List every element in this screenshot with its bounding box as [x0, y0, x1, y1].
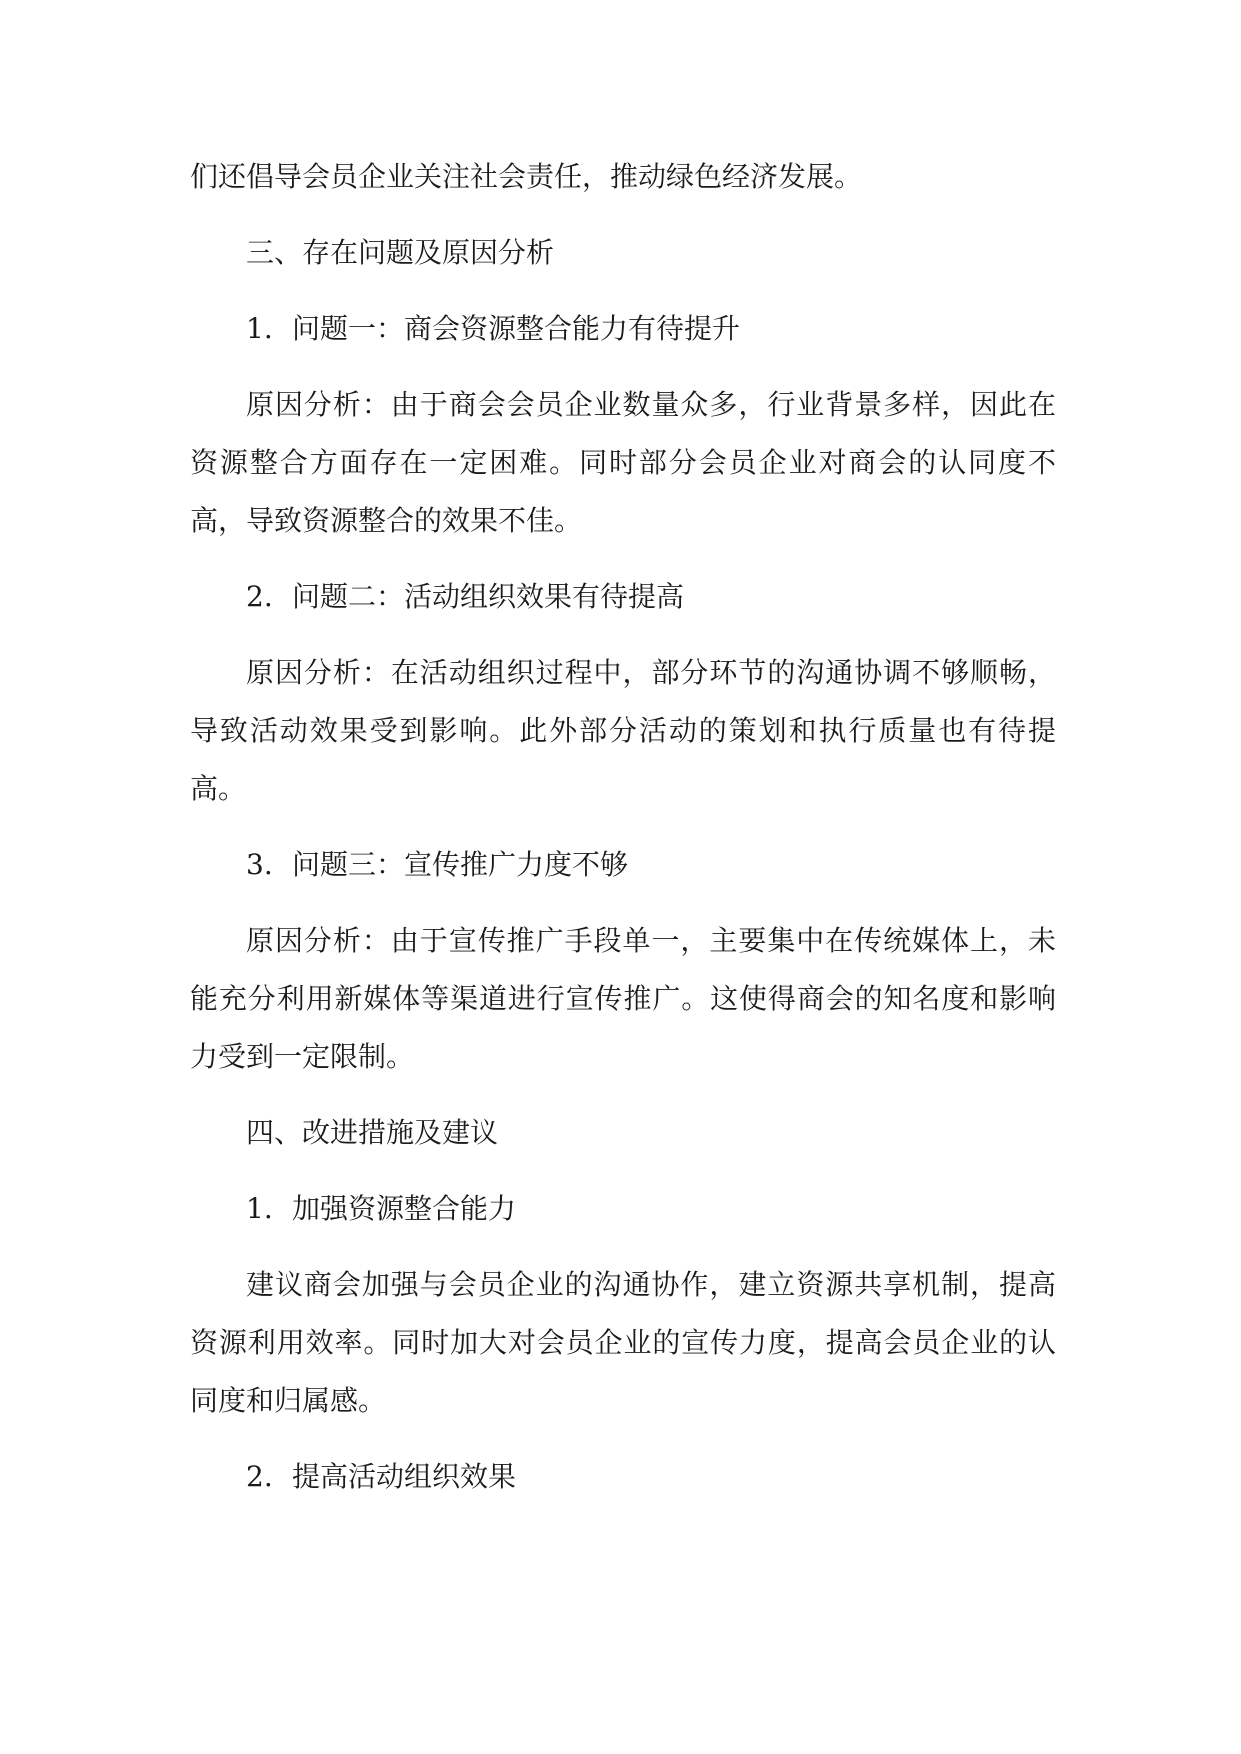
problem-item-1 — [190, 300, 1056, 358]
item-number: 3. — [246, 848, 273, 881]
section-heading-improvements: 四、改进措施及建议 — [246, 1116, 499, 1149]
item-number: 1. — [246, 1192, 273, 1225]
item-title: 加强资源整合能力 — [292, 1192, 517, 1225]
problem-item-3 — [190, 836, 1056, 894]
item-title: 提高活动组织效果 — [292, 1460, 517, 1493]
problem-item-2 — [190, 568, 1056, 626]
item-number: 1. — [246, 312, 273, 345]
section-heading-problems: 三、存在问题及原因分析 — [246, 236, 555, 269]
item-number: 2. — [246, 1460, 273, 1493]
document-body — [190, 148, 1056, 1506]
improvement-detail-1: 建议商会加强与会员企业的沟通协作，建立资源共享机制，提高资源利用效率。同时加大对会员企业的宣传力度，提高会员企业的认同度和归属感。 — [190, 1268, 1056, 1417]
cause-analysis-3: 原因分析：由于宣传推广手段单一，主要集中在传统媒体上，未能充分利用新媒体等渠道进行宣传推广。这使得商会的知名度和影响力受到一定限制。 — [190, 924, 1056, 1073]
improvement-item-1 — [190, 1180, 1056, 1238]
item-title: 问题一：商会资源整合能力有待提升 — [292, 312, 741, 345]
cause-analysis-2: 原因分析：在活动组织过程中，部分环节的沟通协调不够顺畅，导致活动效果受到影响。此外部分活动的策划和执行质量也有待提高。 — [190, 656, 1056, 805]
item-number: 2. — [246, 580, 273, 613]
item-title: 问题三：宣传推广力度不够 — [292, 848, 629, 881]
improvement-item-2 — [190, 1448, 1056, 1506]
paragraph-continuation: 们还倡导会员企业关注社会责任，推动绿色经济发展。 — [190, 160, 863, 193]
cause-analysis-1: 原因分析：由于商会会员企业数量众多，行业背景多样，因此在资源整合方面存在一定困难。同时部分会员企业对商会的认同度不高，导致资源整合的效果不佳。 — [190, 388, 1056, 537]
item-title: 问题二：活动组织效果有待提高 — [292, 580, 685, 613]
